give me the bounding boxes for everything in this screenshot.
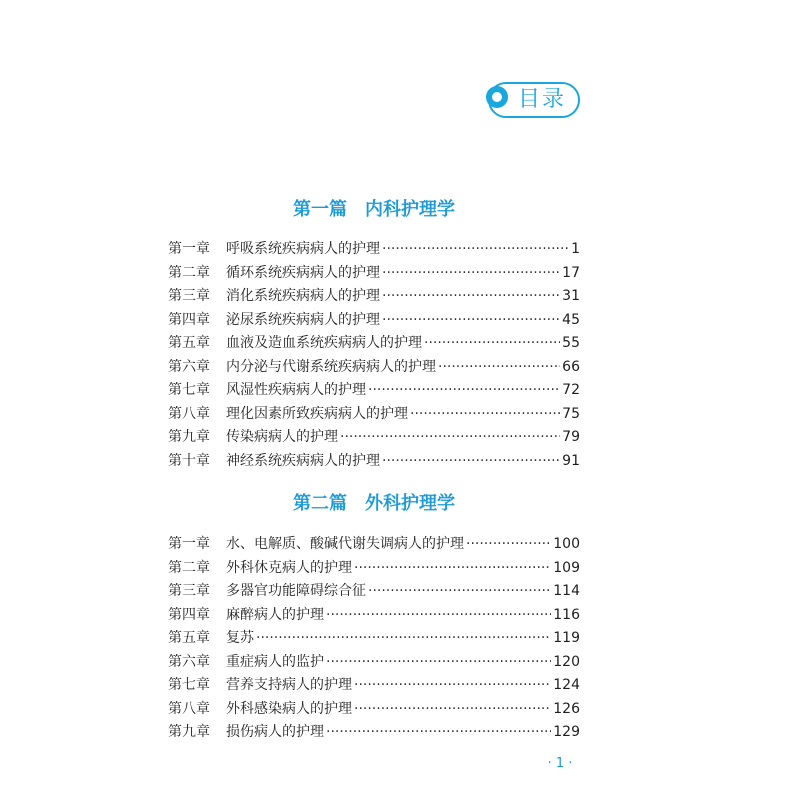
- chapter-title: 内分泌与代谢系统疾病病人的护理: [226, 358, 436, 375]
- page-ref: 114: [553, 583, 580, 599]
- dot-leader: [382, 309, 560, 333]
- toc-entry[interactable]: [168, 580, 580, 604]
- dot-leader: [438, 356, 560, 380]
- page-ref: 129: [553, 724, 580, 740]
- chapter-number: 第五章: [168, 630, 210, 646]
- page-ref: 17: [562, 264, 580, 281]
- chapter-title: 风湿性疾病病人的护理: [226, 382, 366, 398]
- chapter-title: 营养支持病人的护理: [226, 677, 352, 693]
- dot-leader: [354, 557, 551, 581]
- page-ref: 119: [553, 630, 580, 646]
- chapter-title: 循环系统疾病病人的护理: [226, 264, 380, 281]
- toc-entry[interactable]: [168, 674, 580, 698]
- toc-badge: [488, 82, 580, 118]
- toc-entry[interactable]: [168, 285, 580, 309]
- page-ref: 55: [562, 335, 580, 351]
- part-title-surgery: 第二篇 外科护理学: [293, 493, 455, 514]
- toc-entry[interactable]: [168, 238, 580, 262]
- chapter-number: 第九章: [168, 724, 210, 740]
- page-ref: 91: [562, 452, 580, 469]
- dot-leader: [326, 604, 551, 628]
- page-ref: 116: [553, 606, 580, 623]
- toc-entry[interactable]: [168, 403, 580, 427]
- chapter-title: 外科感染病人的护理: [226, 700, 352, 717]
- chapter-number: 第七章: [168, 677, 210, 693]
- toc-entry[interactable]: [168, 426, 580, 450]
- page-ref: 72: [562, 382, 580, 398]
- chapter-title: 消化系统疾病病人的护理: [226, 288, 380, 304]
- page-ref: 31: [562, 288, 580, 304]
- chapter-number: 第九章: [168, 429, 210, 445]
- dot-leader: [340, 426, 560, 450]
- dot-leader: [382, 450, 560, 474]
- toc-entry[interactable]: [168, 356, 580, 380]
- page-ref: 120: [553, 653, 580, 670]
- dot-leader: [382, 238, 569, 262]
- chapter-title: 重症病人的监护: [226, 653, 324, 670]
- dot-leader: [326, 721, 551, 745]
- toc-entry[interactable]: [168, 450, 580, 474]
- chapter-number: 第八章: [168, 700, 210, 717]
- toc-list-part-2: [168, 533, 580, 745]
- chapter-number: 第一章: [168, 536, 210, 552]
- page-ref: 109: [553, 559, 580, 576]
- chapter-number: 第三章: [168, 583, 210, 599]
- chapter-number: 第二章: [168, 264, 210, 281]
- dot-leader: [466, 533, 551, 557]
- chapter-number: 第六章: [168, 653, 210, 670]
- toc-list-part-1: [168, 238, 580, 473]
- dot-leader: [424, 332, 560, 356]
- chapter-title: 泌尿系统疾病病人的护理: [226, 311, 380, 328]
- chapter-title: 外科休克病人的护理: [226, 559, 352, 576]
- chapter-title: 水、电解质、酸碱代谢失调病人的护理: [226, 536, 464, 552]
- chapter-number: 第十章: [168, 452, 210, 469]
- chapter-title: 血液及造血系统疾病病人的护理: [226, 335, 422, 351]
- part-title-internal-medicine: 第一篇 内科护理学: [293, 199, 455, 220]
- toc-entry[interactable]: [168, 604, 580, 628]
- chapter-title: 神经系统疾病病人的护理: [226, 452, 380, 469]
- toc-entry[interactable]: [168, 651, 580, 675]
- chapter-number: 第五章: [168, 335, 210, 351]
- toc-badge-label: 目录: [518, 87, 567, 112]
- chapter-title: 复苏: [226, 630, 254, 646]
- chapter-title: 呼吸系统疾病病人的护理: [226, 241, 380, 257]
- page-ref: 75: [562, 405, 580, 422]
- chapter-number: 第四章: [168, 606, 210, 623]
- chapter-number: 第一章: [168, 241, 210, 257]
- toc-entry[interactable]: [168, 698, 580, 722]
- circle-icon: [486, 86, 508, 108]
- chapter-title: 损伤病人的护理: [226, 724, 324, 740]
- dot-leader: [256, 627, 551, 651]
- chapter-title: 传染病病人的护理: [226, 429, 338, 445]
- page-ref: 124: [553, 677, 580, 693]
- dot-leader: [368, 580, 551, 604]
- toc-entry[interactable]: [168, 309, 580, 333]
- chapter-title: 麻醉病人的护理: [226, 606, 324, 623]
- chapter-number: 第七章: [168, 382, 210, 398]
- page-ref: 1: [571, 241, 580, 257]
- dot-leader: [382, 285, 560, 309]
- page-number: · 1 ·: [547, 756, 573, 771]
- chapter-number: 第四章: [168, 311, 210, 328]
- dot-leader: [410, 403, 560, 427]
- toc-entry[interactable]: [168, 332, 580, 356]
- chapter-number: 第二章: [168, 559, 210, 576]
- chapter-title: 多器官功能障碍综合征: [226, 583, 366, 599]
- toc-entry[interactable]: [168, 557, 580, 581]
- toc-entry[interactable]: [168, 262, 580, 286]
- dot-leader: [368, 379, 560, 403]
- page-ref: 66: [562, 358, 580, 375]
- page-ref: 126: [553, 700, 580, 717]
- dot-leader: [326, 651, 551, 675]
- page-ref: 100: [553, 536, 580, 552]
- toc-entry[interactable]: [168, 627, 580, 651]
- page-ref: 45: [562, 311, 580, 328]
- chapter-number: 第三章: [168, 288, 210, 304]
- toc-entry[interactable]: [168, 533, 580, 557]
- dot-leader: [382, 262, 560, 286]
- chapter-number: 第八章: [168, 405, 210, 422]
- chapter-number: 第六章: [168, 358, 210, 375]
- chapter-title: 理化因素所致疾病病人的护理: [226, 405, 408, 422]
- page-ref: 79: [562, 429, 580, 445]
- toc-entry[interactable]: [168, 721, 580, 745]
- toc-entry[interactable]: [168, 379, 580, 403]
- dot-leader: [354, 674, 551, 698]
- dot-leader: [354, 698, 551, 722]
